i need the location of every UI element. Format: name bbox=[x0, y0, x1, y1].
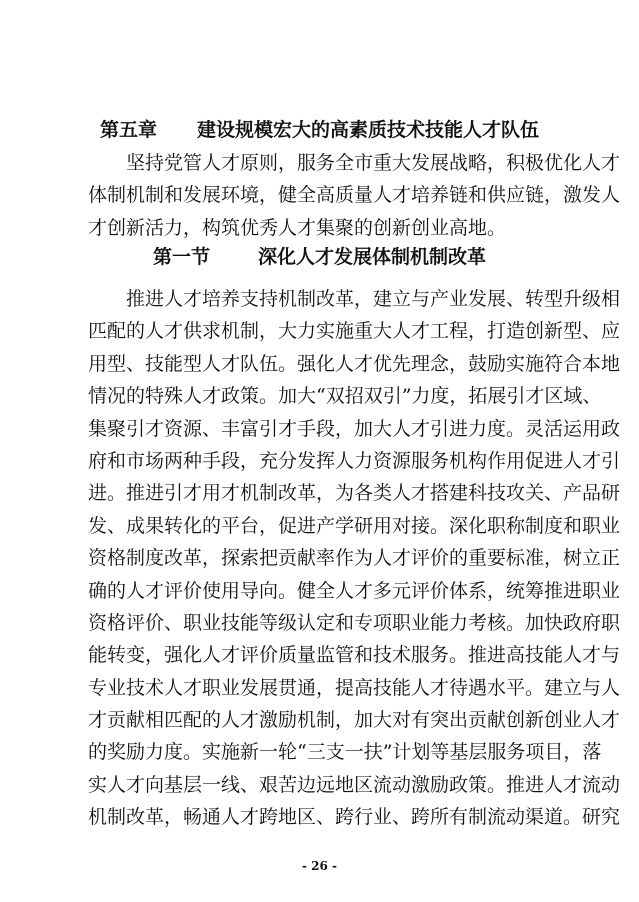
paragraph-line: 坚持党管人才原则，服务全市重大发展战略，积极优化人才 bbox=[126, 152, 621, 174]
section-number: 第一节 bbox=[152, 246, 210, 268]
paragraph-line: 资格制度改革，探索把贡献率作为人才评价的重要标准，树立正 bbox=[88, 547, 621, 570]
section-heading bbox=[0, 244, 639, 270]
chapter-heading bbox=[0, 117, 639, 143]
paragraph-line: 资格评价、职业技能等级认定和专项职业能力考核。加快政府职 bbox=[88, 611, 621, 634]
paragraph-line: 实人才向基层一线、艰苦边远地区流动激励政策。推进人才流动 bbox=[88, 773, 621, 796]
paragraph-line: 能转变，强化人才评价质量监管和技术服务。推进高技能人才与 bbox=[88, 644, 621, 667]
paragraph-line: 情况的特殊人才政策。加大“双招双引”力度，拓展引才区域、 bbox=[88, 385, 602, 408]
paragraph-line: 机制改革，畅通人才跨地区、跨行业、跨所有制流动渠道。研究 bbox=[88, 806, 621, 829]
paragraph-line: 用型、技能型人才队伍。强化人才优先理念，鼓励实施符合本地 bbox=[88, 352, 621, 375]
paragraph-line: 集聚引才资源、丰富引才手段，加大人才引进力度。灵活运用政 bbox=[88, 417, 621, 440]
paragraph-line: 发、成果转化的平台，促进产学研用对接。深化职称制度和职业 bbox=[88, 514, 621, 537]
section-title: 深化人才发展体制机制改革 bbox=[258, 246, 487, 268]
paragraph-line: 府和市场两种手段，充分发挥人力资源服务机构作用促进人才引 bbox=[88, 449, 621, 472]
paragraph-line: 才创新活力，构筑优秀人才集聚的创新创业高地。 bbox=[88, 216, 507, 239]
body-paragraph bbox=[88, 283, 621, 834]
chapter-title: 建设规模宏大的高素质技术技能人才队伍 bbox=[197, 119, 540, 141]
paragraph-line: 体制机制和发展环境，健全高质量人才培养链和供应链，激发人 bbox=[88, 184, 621, 207]
paragraph-line: 才贡献相匹配的人才激励机制，加大对有突出贡献创新创业人才 bbox=[88, 709, 621, 732]
paragraph-line: 进。推进引才用才机制改革，为各类人才搭建科技攻关、产品研 bbox=[88, 482, 621, 505]
page-number: - 26 - bbox=[301, 859, 337, 873]
paragraph-line: 匹配的人才供求机制，大力实施重大人才工程，打造创新型、应 bbox=[88, 320, 621, 343]
paragraph-line: 确的人才评价使用导向。健全人才多元评价体系，统筹推进职业 bbox=[88, 579, 621, 602]
paragraph-line: 推进人才培养支持机制改革，建立与产业发展、转型升级相 bbox=[126, 288, 621, 310]
intro-paragraph bbox=[88, 147, 621, 244]
paragraph-line: 专业技术人才职业发展贯通，提高技能人才待遇水平。建立与人 bbox=[88, 676, 621, 699]
paragraph-line: 的奖励力度。实施新一轮“三支一扶”计划等基层服务项目，落 bbox=[88, 741, 602, 764]
chapter-number: 第五章 bbox=[99, 119, 157, 141]
